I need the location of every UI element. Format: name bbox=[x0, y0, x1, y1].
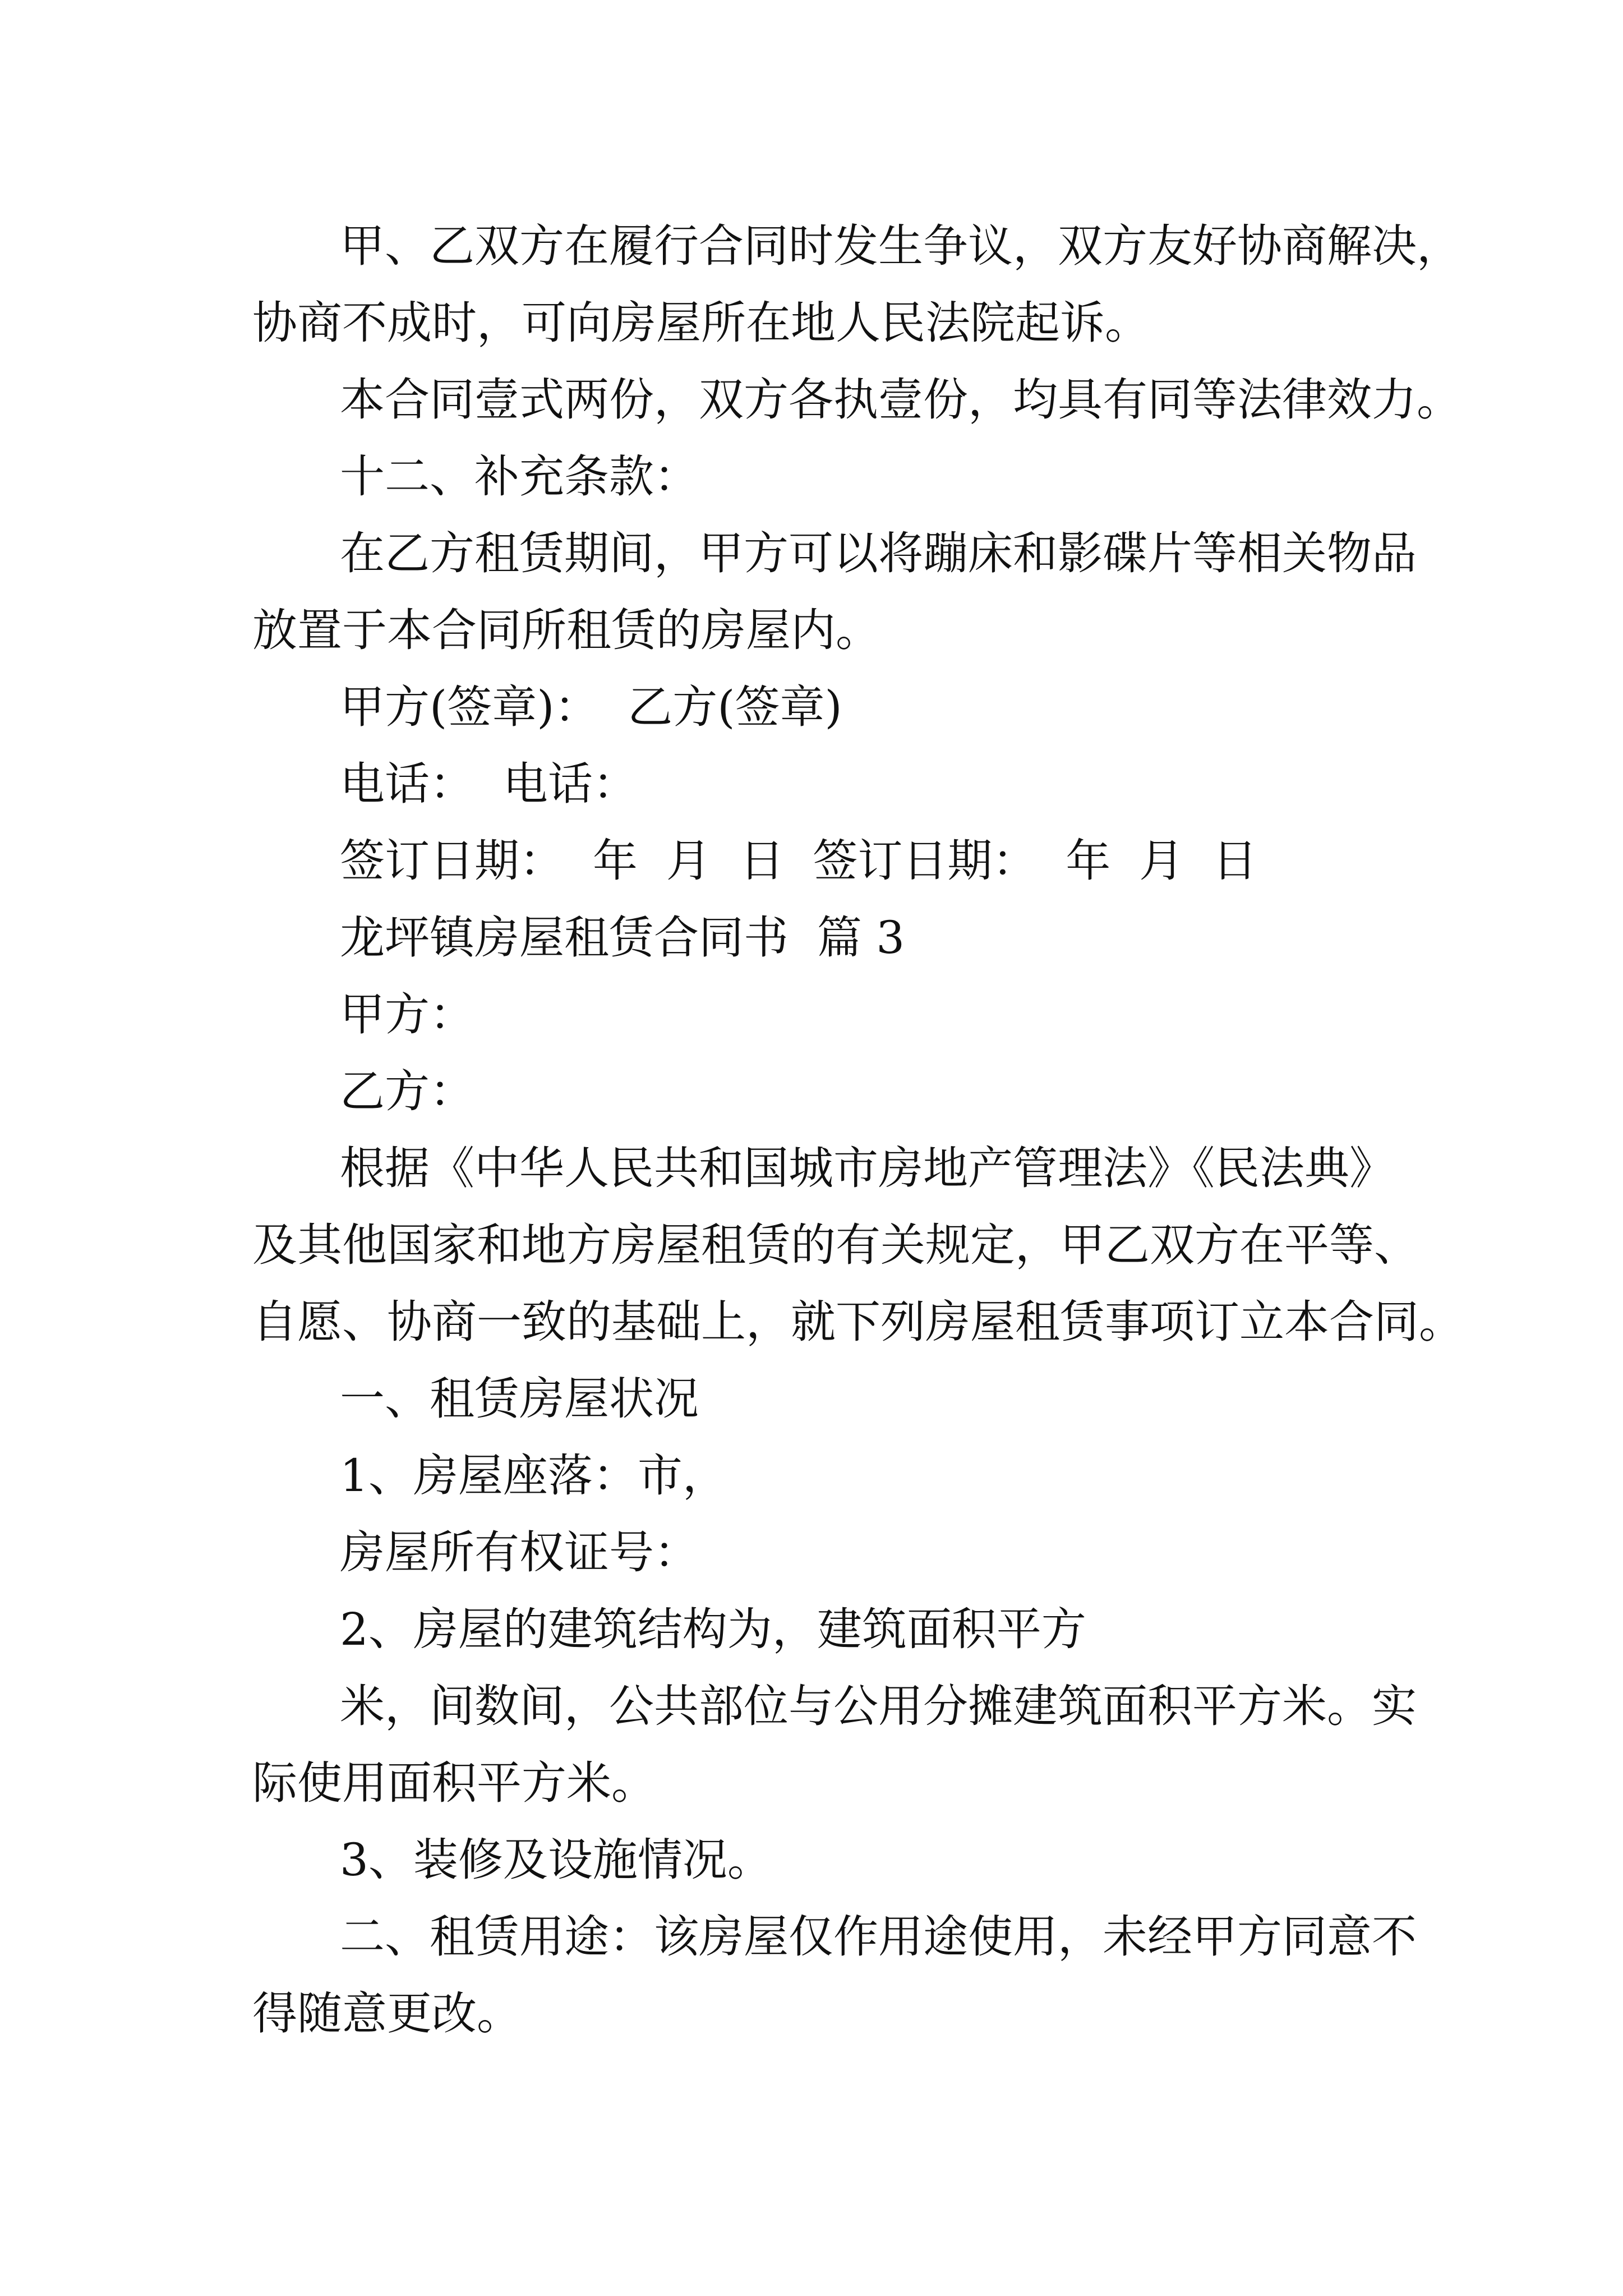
text-line: 3、装修及设施情况。 bbox=[340, 1834, 772, 1886]
section-heading: 一、租赁房屋状况 bbox=[340, 1373, 699, 1425]
document-body bbox=[252, 208, 1464, 2052]
party-a-line: 甲方： bbox=[340, 988, 474, 1041]
text-line: 2、房屋的建筑结构为，建筑面积平方 bbox=[340, 1603, 1086, 1655]
text-line: 自愿、协商一致的基础上，就下列房屋租赁事项订立本合同。 bbox=[252, 1296, 1464, 1348]
section-heading: 二、租赁用途：该房屋仅作用途使用，未经甲方同意不 bbox=[340, 1911, 1417, 1963]
date-line: 签订日期： 年 月 日 签订日期： 年 月 日 bbox=[340, 835, 1258, 887]
text-line: 米，间数间，公共部位与公用分摊建筑面积平方米。实 bbox=[340, 1680, 1417, 1732]
contract-title: 龙坪镇房屋租赁合同书 篇 3 bbox=[340, 912, 905, 964]
text-line: 本合同壹式两份，双方各执壹份，均具有同等法律效力。 bbox=[340, 374, 1461, 426]
party-b-line: 乙方： bbox=[340, 1065, 474, 1117]
phone-line: 电话： 电话： bbox=[340, 758, 638, 810]
text-line: 得随意更改。 bbox=[252, 1987, 522, 2040]
text-line: 放置于本合同所租赁的房屋内。 bbox=[252, 604, 880, 656]
text-line: 际使用面积平方米。 bbox=[252, 1757, 656, 1809]
text-line: 在乙方租赁期间，甲方可以将蹦床和影碟片等相关物品 bbox=[340, 527, 1417, 579]
signature-line: 甲方(签章)： 乙方(签章) bbox=[340, 681, 842, 733]
text-line: 1、房屋座落：市， bbox=[340, 1450, 727, 1502]
section-heading: 十二、补充条款： bbox=[340, 450, 699, 503]
text-line: 及其他国家和地方房屋租赁的有关规定，甲乙双方在平等、 bbox=[252, 1219, 1419, 1271]
text-line: 根据《中华人民共和国城市房地产管理法》《民法典》 bbox=[340, 1142, 1394, 1194]
text-line: 协商不成时，可向房屋所在地人民法院起诉。 bbox=[252, 297, 1150, 349]
text-line: 房屋所有权证号： bbox=[340, 1526, 699, 1579]
text-line: 甲、乙双方在履行合同时发生争议，双方友好协商解决， bbox=[340, 220, 1461, 272]
